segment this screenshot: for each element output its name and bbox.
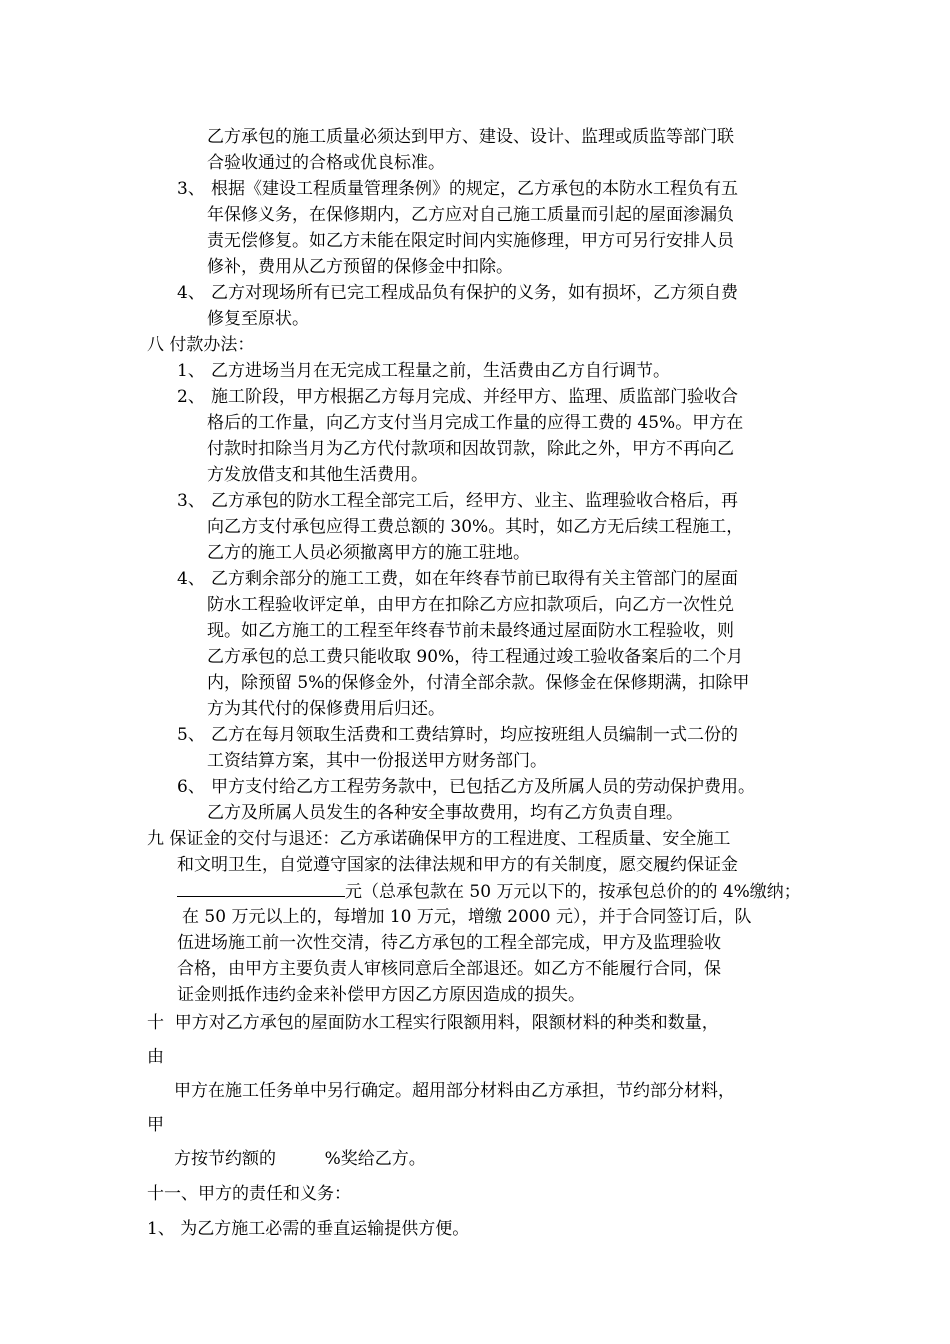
deposit-amount-blank	[177, 880, 345, 897]
sec9-line6: 合格，由甲方主要负责人审核同意后全部退还。如乙方不能履行合同，保	[177, 959, 721, 979]
sec9-line7: 证金则抵作违约金来补偿甲方因乙方原因造成的损失。	[177, 985, 585, 1005]
sec10-line3: 甲方在施工任务单中另行确定。超用部分材料由乙方承担，节约部分材料，	[174, 1081, 735, 1101]
sec8-item2-line1: 施工阶段，甲方根据乙方每月完成、并经甲方、监理、质监部门验收合	[211, 387, 738, 407]
sec8-item2-line2: 格后的工作量，向乙方支付当月完成工作量的应得工费的 45%。甲方在	[207, 413, 744, 433]
sec8-item2-number: 2、	[177, 387, 205, 407]
sec8-heading: 八 付款办法：	[147, 335, 255, 355]
sec8-item4-line4: 乙方承包的总工费只能收取 90%，待工程通过竣工验收备案后的二个月	[207, 647, 744, 667]
sec8-item5-line1: 乙方在每月领取生活费和工费结算时，均应按班组人员编制一式二份的	[211, 725, 738, 745]
sec9-line3-text: 元（总承包款在 50 万元以下的，按承包总价的的 4%缴纳；	[345, 882, 801, 902]
sec7-item3-number: 3、	[177, 179, 205, 199]
sec10-line1: 十 甲方对乙方承包的屋面防水工程实行限额用料，限额材料的种类和数量，	[147, 1013, 719, 1033]
sec8-item4-line1: 乙方剩余部分的施工工费，如在年终春节前已取得有关主管部门的屋面	[211, 569, 738, 589]
sec7-item2-line1: 乙方承包的施工质量必须达到甲方、建设、设计、监理或质监等部门联	[207, 127, 734, 147]
sec8-item3-line2: 向乙方支付承包应得工费总额的 30%。其时，如乙方无后续工程施工，	[207, 517, 744, 537]
sec8-item3-number: 3、	[177, 491, 205, 511]
sec8-item2-line4: 方发放借支和其他生活费用。	[207, 465, 428, 485]
sec7-item2-line2: 合验收通过的合格或优良标准。	[207, 153, 445, 173]
sec8-item6-line1: 甲方支付给乙方工程劳务款中，已包括乙方及所属人员的劳动保护费用。	[211, 777, 755, 797]
sec7-item4-line1: 乙方对现场所有已完工程成品负有保护的义务，如有损坏，乙方须自费	[211, 283, 738, 303]
sec10-line5: 方按节约额的 %奖给乙方。	[174, 1149, 426, 1169]
sec10-line4: 甲	[147, 1115, 164, 1135]
sec7-item3-line1: 根据《建设工程质量管理条例》的规定，乙方承包的本防水工程负有五	[211, 179, 738, 199]
sec8-item4-line5: 内，除预留 5%的保修金外，付清全部余款。保修金在保修期满，扣除甲	[207, 673, 750, 693]
sec10-line2: 由	[147, 1047, 164, 1067]
sec8-item3-line1: 乙方承包的防水工程全部完工后，经甲方、业主、监理验收合格后，再	[211, 491, 738, 511]
sec9-line5: 伍进场施工前一次性交清，待乙方承包的工程全部完成，甲方及监理验收	[177, 933, 721, 953]
sec9-line4: 在 50 万元以上的，每增加 10 万元，增缴 2000 元），并于合同签订后，队	[182, 907, 752, 927]
sec8-item6-number: 6、	[177, 777, 205, 797]
sec8-item3-line3: 乙方的施工人员必须撤离甲方的施工驻地。	[207, 543, 530, 563]
sec9-line3	[177, 880, 801, 902]
sec8-item5-number: 5、	[177, 725, 205, 745]
sec7-item3-line3: 责无偿修复。如乙方未能在限定时间内实施修理，甲方可另行安排人员	[207, 231, 734, 251]
sec8-item4-line6: 方为其代付的保修费用后归还。	[207, 699, 445, 719]
sec8-item2-line3: 付款时扣除当月为乙方代付款项和因故罚款，除此之外，甲方不再向乙	[207, 439, 734, 459]
sec11-heading: 十一、甲方的责任和义务：	[147, 1184, 351, 1204]
sec8-item4-line2: 防水工程验收评定单，由甲方在扣除乙方应扣款项后，向乙方一次性兑	[207, 595, 734, 615]
sec8-item6-line2: 乙方及所属人员发生的各种安全事故费用，均有乙方负责自理。	[207, 803, 683, 823]
sec9-line1: 九 保证金的交付与退还：乙方承诺确保甲方的工程进度、工程质量、安全施工	[147, 829, 731, 849]
sec8-item1-number: 1、	[177, 361, 205, 381]
sec8-item4-line3: 现。如乙方施工的工程至年终春节前未最终通过屋面防水工程验收，则	[207, 621, 734, 641]
sec7-item3-line2: 年保修义务，在保修期内，乙方应对自己施工质量而引起的屋面渗漏负	[207, 205, 734, 225]
sec7-item4-number: 4、	[177, 283, 205, 303]
sec7-item4-line2: 修复至原状。	[207, 309, 309, 329]
sec7-item3-line4: 修补，费用从乙方预留的保修金中扣除。	[207, 257, 513, 277]
sec8-item1-line1: 乙方进场当月在无完成工程量之前，生活费由乙方自行调节。	[211, 361, 670, 381]
sec8-item4-number: 4、	[177, 569, 205, 589]
sec9-line2: 和文明卫生，自觉遵守国家的法律法规和甲方的有关制度，愿交履约保证金	[177, 855, 738, 875]
sec11-item1: 1、 为乙方施工必需的垂直运输提供方便。	[147, 1219, 470, 1239]
sec8-item5-line2: 工资结算方案，其中一份报送甲方财务部门。	[207, 751, 547, 771]
